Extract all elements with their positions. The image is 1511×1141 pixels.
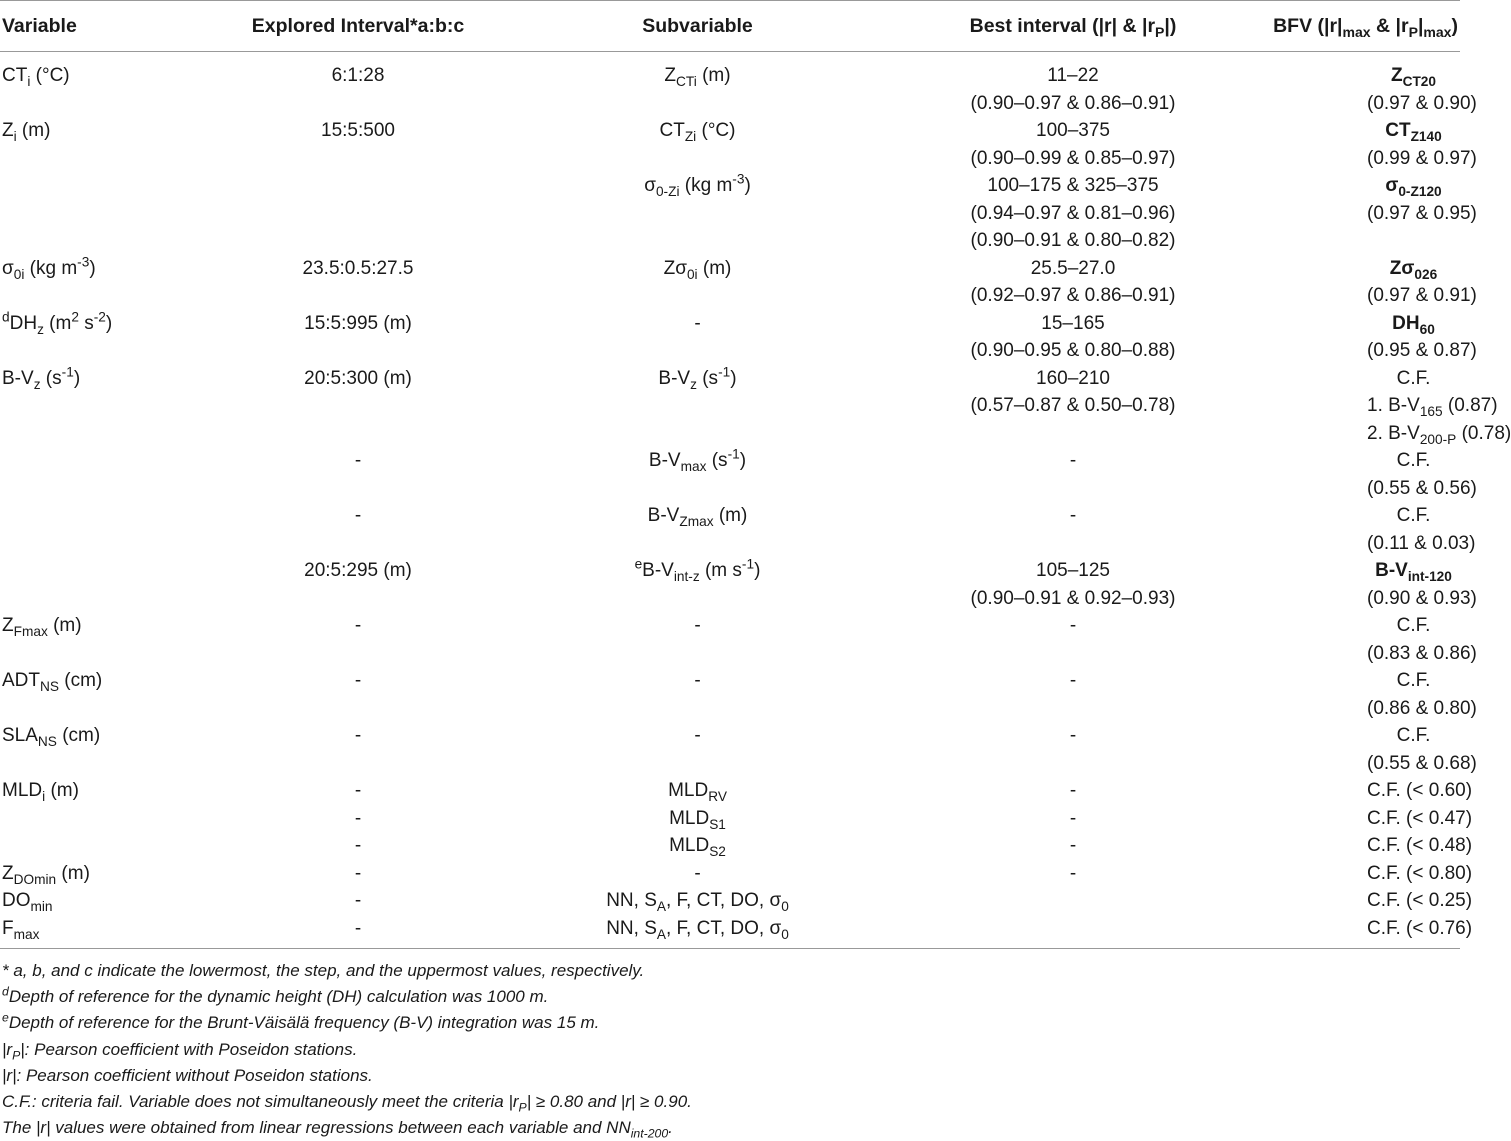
footnote: * a, b, and c indicate the lowermost, the step, and the uppermost values, respectively. — [2, 961, 645, 980]
footnote: $^e$Depth of reference for the Brunt-Väisälä frequency (B-V) integration was 15 m. — [2, 1010, 600, 1033]
cell-variable — [0, 557, 210, 612]
footnote: |r|: Pearson coefficient without Poseidon stations. — [2, 1065, 373, 1085]
cell-variable: $MLD_i$ (m) — [2, 780, 79, 804]
table-row — [0, 172, 1460, 255]
cell-subvariable: $CT_{Zi}$ (°C) — [659, 120, 736, 144]
cell-bfv: $B-V_{int-120}$ (0.90 & 0.93) — [1367, 560, 1477, 609]
table-row — [0, 557, 1460, 612]
cell-bfv: C.F. (< 0.47) — [1367, 807, 1473, 829]
cell-variable: $Z_i$ (m) — [2, 120, 51, 144]
table-row — [0, 310, 1460, 365]
cell-bfv: C.F. (0.83 & 0.86) — [1367, 615, 1477, 664]
cell-best-interval: 15–165 (0.90–0.95 & 0.80–0.88) — [970, 312, 1176, 361]
cell-subvariable: $MLD_{S2}$ — [669, 835, 726, 859]
cell-best-interval: - — [1069, 725, 1077, 746]
cell-subvariable: $B-V_z$ $(s^{-1})$ — [658, 364, 737, 392]
footnote: $|r_P|$: Pearson coefficient with Poseidon stations. — [2, 1039, 358, 1062]
table-row — [0, 365, 1460, 448]
cell-explored-interval: - — [354, 807, 362, 829]
cell-best-interval: 105–125 (0.90–0.91 & 0.92–0.93) — [970, 560, 1176, 609]
cell-bfv: C.F. (< 0.80) — [1367, 862, 1473, 884]
cell-variable: $F_{max}$ — [2, 917, 40, 942]
cell-subvariable: $Z_{CTi}$ (m) — [664, 65, 731, 89]
cell-subvariable: - — [694, 862, 701, 884]
table-row — [0, 117, 1460, 172]
table-body — [0, 52, 1511, 949]
cell-variable: $CT_i$ (°C) — [2, 65, 70, 89]
footnote: C.F.: criteria fail. Variable does not simultaneously meet the criteria $|r_P| \ge 0.80$ and |r| ≥ 0.90. — [2, 1092, 692, 1115]
cell-variable: $^dDH_z$ ($m^2$ $s^{-2}$) — [2, 309, 113, 337]
cell-subvariable: - — [694, 312, 701, 334]
cell-explored-interval: - — [354, 505, 362, 526]
cell-explored-interval: - — [354, 890, 362, 911]
table-row — [0, 860, 1460, 888]
cell-bfv: C.F. (0.11 & 0.03) — [1367, 505, 1476, 554]
header-subvariable: Subvariable — [506, 1, 889, 52]
cell-best-interval: 100–175 & 325–375 (0.94–0.97 & 0.81–0.96) (0.90–0.91 & 0.80–0.82) — [970, 175, 1176, 251]
cell-bfv: C.F. (0.55 & 0.68) — [1367, 725, 1477, 774]
cell-explored-interval: - — [354, 917, 362, 939]
cell-bfv: $Z\sigma_{026}$ (0.97 & 0.91) — [1367, 257, 1477, 306]
cell-variable — [0, 172, 210, 255]
cell-subvariable: $MLD_{S1}$ — [669, 807, 726, 832]
cell-subvariable: - — [694, 670, 701, 691]
cell-explored-interval: 15:5:500 — [321, 120, 395, 141]
cell-variable — [0, 832, 210, 860]
cell-explored-interval: 6:1:28 — [331, 65, 385, 86]
header-interval: Explored Interval*a:b:c — [210, 1, 506, 52]
table-row — [0, 805, 1460, 833]
cell-subvariable: NN, $S_A$, F, CT, DO, $\sigma_0$ — [606, 917, 789, 942]
cell-explored-interval: - — [354, 615, 362, 636]
cell-bfv: C.F. 1. $B-V_{165}$ (0.87) 2. $B-V_{200-P}$ (0.78) — [1367, 367, 1511, 447]
cell-best-interval: - — [1069, 670, 1077, 691]
table-row — [0, 667, 1460, 722]
cell-explored-interval: - — [354, 670, 362, 691]
cell-best-interval: - — [1069, 615, 1077, 636]
cell-subvariable: $\sigma_{0-Zi}$ (kg $m^{-3}$) — [644, 171, 751, 199]
cell-variable — [0, 805, 210, 833]
table-row — [0, 502, 1460, 557]
footnote: The |r| values were obtained from linear regressions between each variable and $NN_{int-200}$. — [2, 1118, 673, 1141]
cell-variable — [0, 447, 210, 502]
cell-best-interval: - — [1069, 862, 1077, 884]
table-footnotes — [2, 958, 692, 1141]
table-row — [0, 915, 1460, 949]
table-row — [0, 887, 1460, 915]
cell-explored-interval: - — [354, 835, 362, 856]
table-row — [0, 52, 1460, 118]
table-row — [0, 255, 1460, 310]
cell-variable: $Z_{Fmax}$ (m) — [2, 615, 82, 639]
cell-bfv: $\sigma_{0-Z120}$ (0.97 & 0.95) — [1367, 175, 1477, 224]
cell-best-interval: - — [1069, 807, 1077, 829]
cell-bfv: $DH_{60}$ (0.95 & 0.87) — [1367, 312, 1477, 361]
cell-subvariable: $B-V_{Zmax}$ (m) — [647, 505, 748, 529]
cell-bfv: C.F. (< 0.48) — [1367, 835, 1473, 856]
header-row — [0, 1, 1460, 52]
cell-explored-interval: 15:5:995 (m) — [304, 312, 412, 334]
cell-variable: $B-V_z$ $(s^{-1})$ — [2, 364, 81, 392]
cell-bfv: C.F. (< 0.76) — [1367, 917, 1473, 939]
table-row — [0, 447, 1460, 502]
cell-subvariable: - — [694, 615, 701, 636]
cell-best-interval: 25.5–27.0 (0.92–0.97 & 0.86–0.91) — [970, 257, 1176, 306]
header-bfv: BFV ($|r|_{max}$ & $|r_P|_{max}$) — [1257, 1, 1460, 52]
cell-explored-interval: - — [354, 780, 362, 801]
cell-variable: $\sigma_{0i}$ (kg $m^{-3}$) — [2, 254, 96, 282]
cell-bfv: C.F. (0.55 & 0.56) — [1367, 450, 1477, 499]
cell-variable — [0, 502, 210, 557]
cell-bfv: $CT_{Z140}$ (0.99 & 0.97) — [1367, 120, 1477, 169]
cell-subvariable: $^eB-V_{int-z}$ (m $s^{-1}$) — [634, 556, 761, 584]
cell-best-interval: 160–210 (0.57–0.87 & 0.50–0.78) — [970, 367, 1176, 416]
cell-best-interval — [889, 915, 1257, 949]
cell-variable: $ADT_{NS}$ (cm) — [2, 670, 103, 694]
footnote: $^d$Depth of reference for the dynamic height (DH) calculation was 1000 m. — [2, 984, 549, 1007]
cell-bfv: $Z_{CT20}$ (0.97 & 0.90) — [1367, 65, 1477, 114]
cell-bfv: C.F. (0.86 & 0.80) — [1367, 670, 1477, 719]
cell-variable: $Z_{DOmin}$ (m) — [2, 862, 90, 887]
cell-best-interval: 11–22 (0.90–0.97 & 0.86–0.91) — [970, 65, 1176, 114]
cell-subvariable: $MLD_{RV}$ — [668, 780, 727, 804]
table-row — [0, 777, 1460, 805]
cell-best-interval: 100–375 (0.90–0.99 & 0.85–0.97) — [970, 120, 1176, 169]
cell-explored-interval: 23.5:0.5:27.5 — [302, 257, 414, 279]
cell-subvariable: - — [694, 725, 701, 746]
table-row — [0, 722, 1460, 777]
header-best-interval: Best interval (|r| & $|r_P|$) — [889, 1, 1257, 52]
cell-explored-interval: - — [354, 450, 362, 471]
table-row — [0, 832, 1460, 860]
cell-subvariable: $B-V_{max}$ $(s^{-1})$ — [648, 446, 747, 474]
cell-explored-interval — [210, 172, 506, 255]
cell-variable: $DO_{min}$ — [2, 890, 53, 914]
header-variable: Variable — [0, 1, 210, 52]
cell-explored-interval: 20:5:300 (m) — [304, 367, 412, 389]
table-row — [0, 612, 1460, 667]
cell-bfv: C.F. (< 0.60) — [1367, 780, 1473, 801]
cell-explored-interval: - — [354, 862, 362, 884]
cell-subvariable: NN, $S_A$, F, CT, DO, $\sigma_0$ — [606, 890, 789, 914]
cell-bfv: C.F. (< 0.25) — [1367, 890, 1473, 911]
cell-best-interval: - — [1069, 780, 1077, 801]
cell-best-interval — [889, 887, 1257, 915]
cell-explored-interval: - — [354, 725, 362, 746]
cell-subvariable: $Z\sigma_{0i}$ (m) — [663, 257, 732, 282]
cell-variable: $SLA_{NS}$ (cm) — [2, 725, 101, 749]
cell-best-interval: - — [1069, 450, 1077, 471]
cell-best-interval: - — [1069, 505, 1077, 526]
cell-explored-interval: 20:5:295 (m) — [304, 560, 412, 581]
cell-best-interval: - — [1069, 835, 1077, 856]
